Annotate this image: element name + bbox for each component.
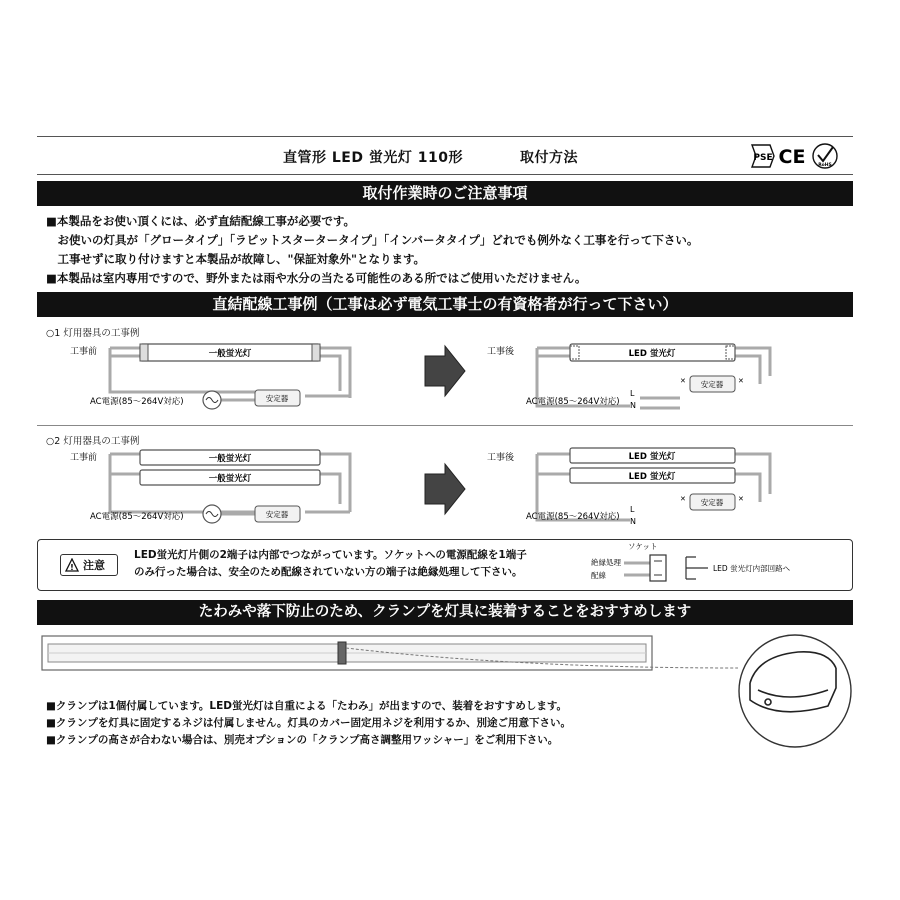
header-rule <box>37 174 853 175</box>
product-title: 直管形 LED 蛍光灯 110形 <box>283 150 463 166</box>
clamp-note-2: ■クランプを灯具に固定するネジは付属しません。灯具のカバー固定用ネジを利用するか、別途ご用意下さい。 <box>46 717 572 729</box>
svg-text:安定器: 安定器 <box>700 498 724 507</box>
svg-text:L: L <box>630 505 635 514</box>
note-line-1: ■本製品をお使い頂くには、必ず直結配線工事が必要です。 <box>46 214 355 228</box>
arrow-right-icon <box>425 464 465 514</box>
svg-text:✕: ✕ <box>738 377 744 385</box>
socket-insulation-diagram <box>588 541 850 587</box>
svg-text:絶縁処理: 絶縁処理 <box>591 558 621 567</box>
method-title: 取付方法 <box>520 150 578 166</box>
ex1-wiring-diagram <box>40 336 820 416</box>
section-bar-wiring: 直結配線工事例（工事は必ず電気工事士の有資格者が行って下さい） <box>37 292 853 317</box>
section-bar-clamp: たわみや落下防止のため、クランプを灯具に装着することをおすすめします <box>37 600 853 625</box>
ex1-fluorescent-label: 一般蛍光灯 <box>208 349 252 359</box>
svg-text:安定器: 安定器 <box>700 380 724 389</box>
ex2-wiring-diagram <box>40 444 820 528</box>
svg-text:一般蛍光灯: 一般蛍光灯 <box>208 474 252 484</box>
svg-text:✕: ✕ <box>680 495 686 503</box>
clamp-note-1: ■クランプは1個付属しています。LED蛍光灯は自重による「たわみ」が出ますので、装着をおすすめします。 <box>46 700 568 712</box>
example-divider <box>37 425 853 426</box>
note-line-3: 工事せずに取り付けますと本製品が故障し、"保証対象外"となります。 <box>46 252 426 266</box>
svg-text:ソケット: ソケット <box>628 542 658 551</box>
note-line-4: ■本製品は室内専用ですので、野外または雨や水分の当たる可能性のある所ではご使用いただけません。 <box>46 271 587 285</box>
svg-text:AC電源(85〜264V対応): AC電源(85〜264V対応) <box>526 397 620 407</box>
svg-text:N: N <box>630 401 636 410</box>
svg-text:✕: ✕ <box>680 377 686 385</box>
svg-text:一般蛍光灯: 一般蛍光灯 <box>208 454 252 464</box>
ex2-ac-label: AC電源(85〜264V対応) <box>90 512 184 522</box>
svg-text:✕: ✕ <box>738 495 744 503</box>
svg-text:CE: CE <box>778 146 806 168</box>
ex2-title: ○2 灯用器具の工事例 <box>46 436 140 447</box>
caution-text-1: LED蛍光灯片側の2端子は内部でつながっています。ソケットへの電源配線を1端子 <box>134 549 527 561</box>
top-rule <box>37 136 853 137</box>
ex1-title: ○1 灯用器具の工事例 <box>46 328 140 339</box>
svg-text:LED 蛍光灯: LED 蛍光灯 <box>628 349 676 359</box>
ce-mark-icon <box>779 146 806 168</box>
svg-text:AC電源(85〜264V対応): AC電源(85〜264V対応) <box>526 512 620 522</box>
clamp-note-3: ■クランプの高さが合わない場合は、別売オプションの「クランプ高さ調整用ワッシャー」をご利用下さい。 <box>46 734 559 746</box>
clamp-marker <box>338 642 346 664</box>
pse-mark-icon <box>752 145 774 167</box>
arrow-right-icon <box>425 346 465 396</box>
caution-badge <box>60 554 118 576</box>
ex2-before-label: 工事前 <box>70 453 98 463</box>
certification-marks <box>748 141 840 171</box>
svg-text:PSE: PSE <box>753 153 773 163</box>
warning-icon <box>65 558 79 572</box>
svg-text:!: ! <box>70 563 74 572</box>
caution-text-2: のみ行った場合は、安全のため配線されていない方の端子は絶縁処理して下さい。 <box>134 566 523 578</box>
svg-text:L: L <box>630 389 635 398</box>
svg-text:安定器: 安定器 <box>265 394 289 403</box>
caution-label: 注意 <box>83 559 105 572</box>
ex1-before-label: 工事前 <box>70 347 98 357</box>
section-bar-precautions: 取付作業時のご注意事項 <box>37 181 853 206</box>
ex1-after-label: 工事後 <box>487 347 515 357</box>
svg-text:RoHS: RoHS <box>818 163 832 168</box>
svg-text:配線: 配線 <box>591 571 606 580</box>
ex1-ac-label: AC電源(85〜264V対応) <box>90 397 184 407</box>
svg-text:N: N <box>630 517 636 526</box>
rohs-mark-icon <box>813 144 837 168</box>
note-line-2: お使いの灯具が「グロータイプ」「ラピットスタータータイプ」「インバータタイプ」どれでも例外なく工事を行って下さい。 <box>46 233 699 247</box>
svg-text:LED 蛍光灯: LED 蛍光灯 <box>628 452 676 462</box>
svg-text:LED 蛍光灯内部回路へ: LED 蛍光灯内部回路へ <box>713 564 791 573</box>
svg-text:安定器: 安定器 <box>265 510 289 519</box>
ex2-after-label: 工事後 <box>487 453 515 463</box>
svg-text:LED 蛍光灯: LED 蛍光灯 <box>628 472 676 482</box>
clamp-illustration <box>38 628 858 748</box>
